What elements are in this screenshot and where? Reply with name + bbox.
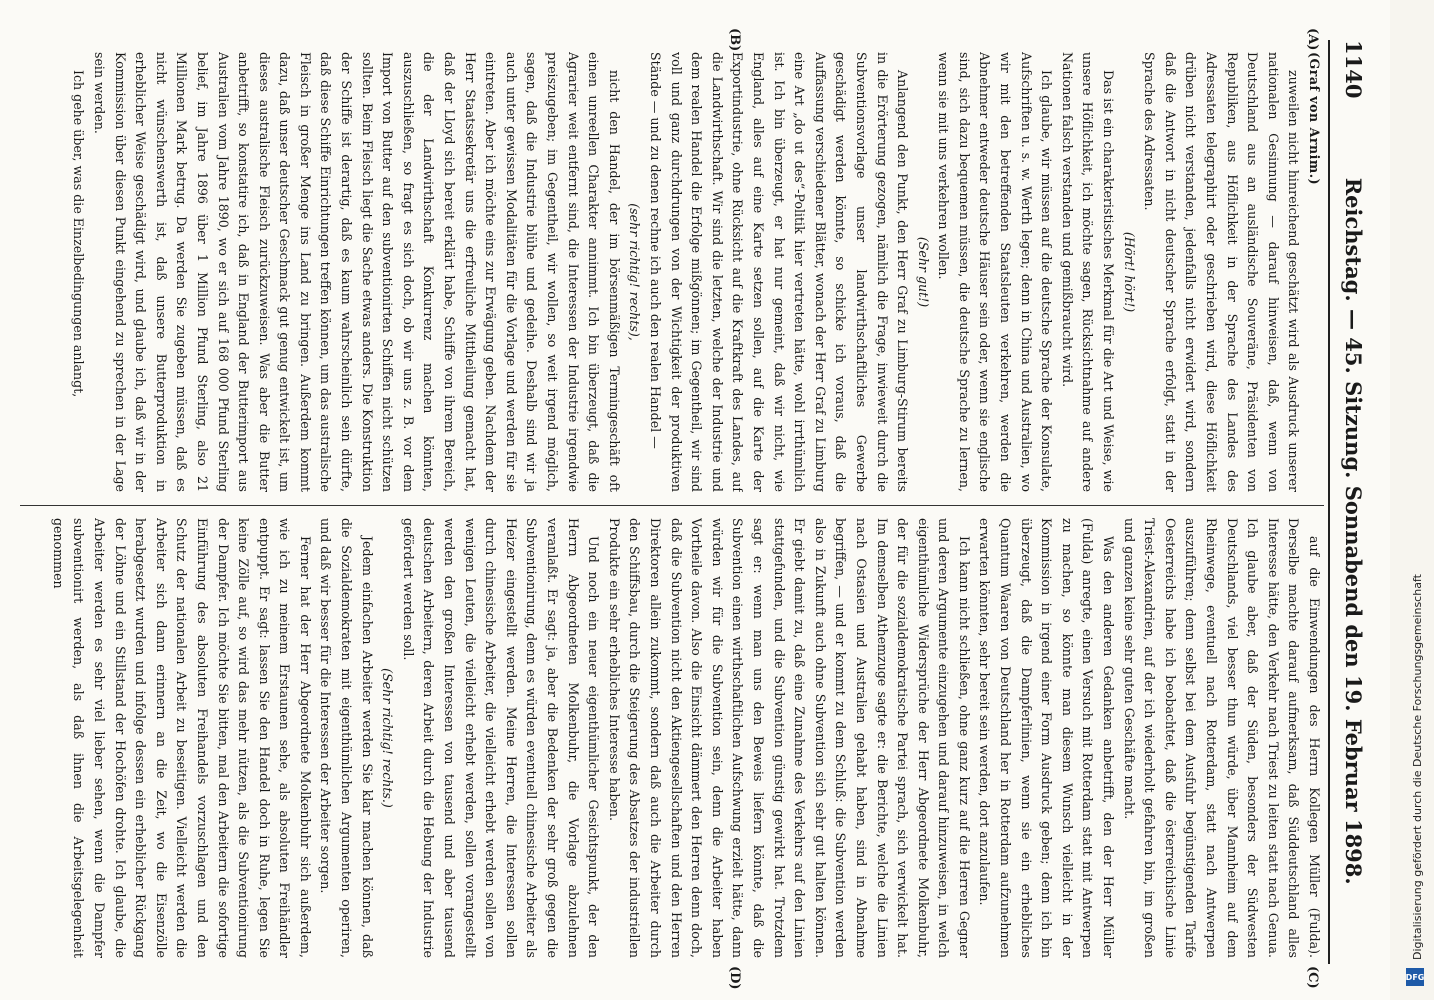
margin-marker-a: (A) — [1305, 28, 1320, 51]
paragraph: Ferner hat der Herr Abgeordnete Molkenbuhr sich außerdem, wie ich zu meinem Erstaunen sehe, als absoluten Freihändler entpuppt. Er sagt: lassen Sie den Handel doch in Ruhe, legen Sie keine Zölle auf, so wird das mehr nützen, als die Subventionirung der Dampfer. Ich möchte Sie bitten, mal den Arbeitern die sofortige Einführung des absoluten Freihandels vorzuschlagen und den Schutz der nationalen Arbeit zu beseitigen. Vielleicht werden die Arbeiter sich dann erinnern an die Zeit, wo die Eisenzölle herabgesetzt wurden und infolge dessen ein erheblicher Rückgang der Löhne und ein Stillstand der Hochöfen drohte. Ich glaube, die Arbeiter werden es sehr viel lieber sehen, wenn die Dampfer subventionirt werden, als daß ihnen die Arbeitsgelegenheit genommen — [50, 518, 313, 958]
paragraph: Jedem einfachen Arbeiter werden Sie klar machen können, daß die Sozialdemokraten mit eigenthümlichen Argumenten operiren, und daß wir besser für die Interessen der Arbeiter sorgen. — [318, 518, 375, 958]
paragraph: Ich glaube, wir müssen auf die deutsche Sprache der Konsulate, Aufschriften u. s. w. Werth legen; denn in China und Australien, wo wir mit den betreffenden Staatsleuten verkehren, werden die Abnehmer entweder deutsche Häuser sein oder, wenn sie englische sind, sich dazu bequemen müssen, die deutsche Sprache zu lernen, wenn sie mit uns verkehren wollen. — [936, 52, 1055, 492]
page-header — [1334, 40, 1374, 964]
digitization-sidebar — [1400, 10, 1430, 990]
speaker-label: (Graf von Arnim.) — [1307, 52, 1322, 186]
margin-marker-c: (C) — [1305, 966, 1320, 989]
margin-marker-b: (B) — [727, 28, 742, 52]
paragraph: Ich gehe über, was die Einzelbedingungen anlangt, — [71, 70, 87, 398]
paragraph: Anlangend den Punkt, den Herr Graf zu Limburg-Stirum bereits in die Erörterung gezogen, nämlich die Frage, inwieweit durch die Subventionsvorlage unser landwirthschaftliches Gewerbe geschädigt werden könnte, so schicke ich voraus, daß die Auffassung verschiedener Blätter, wonach der Herr Graf zu Limburg eine Art „do ut des“-Politik hier vertreten hätte, wohl irrthümlich ist. Ich bin überzeugt, er hat nur gemeint, daß wir nicht, wie England, alles auf eine Karte setzen sollen, auf die Karte der Exportindustrie, ohne Rücksicht auf die Kraftkraft des Landes, auf die Landwirthschaft. Wir sind die letzten, welche der Industrie und dem realen Handel die Erfolge mißgönnen; im Gegentheil, wir sind voll und ganz durchdrungen von der Wichtigkeit der produktiven Stände — und zu denen rechne ich auch den realen Handel — — [648, 52, 911, 492]
left-column — [20, 52, 1324, 492]
digitization-credit: Digitalisierung gefördert durch die Deutsche Forschungsgemeinschaft — [1411, 574, 1424, 960]
paragraph: Ich kann nicht schließen, ohne ganz kurz auf die Herren Gegner und deren Argumente einzugehen und darauf hinzuweisen, in welch eigenthümliche Widersprüche der Herr Abgeordnete Molkenbuhr, der für die sozialdemokratische Partei sprach, sich verwickelt hat. Im demselben Athemzuge sagte er: die Berichte, welche die Linien nach Ostasien und Australien gehabt haben, sind in Abnahme begriffen, — und er kommt zu dem Schluß: die Subvention werden also in Zukunft auch ohne Subvention sich sehr gut halten können. Er giebt damit zu, daß eine Zunahme des Verkehrs auf den Linien stattgefunden, und die Subvention günstig gewirkt hat. Trotzdem sagt er: wenn man uns den Beweis liefern könnte, daß die Subvention einen wirthschaftlichen Aufschwung erzielt hätte, dann würden wir für die Subvention sein, denn die Arbeiter haben Vortheile davon. Also die Einsicht dämmert den Herren denn doch, daß die Subvention nicht den Aktiengesellschaften und den Herren Direktoren allein zukommt, sondern daß auch die Arbeiter durch den Schiffsbau, durch die Steigerung des Absatzes der industriellen Produkte ein sehr erhebliches Interesse haben. — [606, 518, 972, 958]
right-column — [20, 518, 1324, 958]
interjection: (sehr richtig! rechts), — [627, 203, 643, 341]
column-divider — [20, 505, 1324, 506]
dfg-logo-icon: DFG — [1406, 968, 1424, 986]
page-title: Reichstag. — 45. Sitzung. Sonnabend den 19. Februar 1898. — [1341, 177, 1367, 885]
paragraph: auf die Einwendungen des Herrn Kollegen Müller (Fulda). Derselbe machte darauf aufmerksam, daß Süddeutschland alles Interesse hätte, den Verkehr nach Triest zu leiten statt nach Genua. Ich glaube aber, daß der Süden, besonders der Südwesten Deutschlands, viel besser thun würde, über Mannheim auf dem Rheinwege, eventuell nach Rotterdam, statt nach Antwerpen auszuführen; denn selbst bei dem Ausfuhr begünstigenden Tarife Oesterreichs habe ich beobachtet, daß die österreichische Linie Triest-Alexandrien, auf der ich wiederholt gefahren bin, im großen und ganzen keine sehr guten Geschäfte macht. — [1121, 518, 1322, 958]
interjection: (Sehr gut!) — [915, 236, 931, 308]
header-rule — [1328, 40, 1330, 964]
interjection: (Sehr richtig! rechts.) — [380, 668, 396, 808]
paragraph: nicht den Handel, der im börsenmäßigen Termingeschäft oft einen unreellen Charakter annimmt. Ich bin überzeugt, daß die Agrarier weit entfernt sind, die Interessen der Industrie irgendwie preiszugeben; im Gegentheil, wir wollen, so weit irgend möglich, sagen, daß die Industrie blühe und gedeihe. Deshalb sind wir ja auch unter gewissen Modalitäten für die Vorlage und werden für sie eintreten. Aber ich möchte eins zur Erwägung geben. Nachdem der Herr Staatssekretär uns die erfreuliche Mittheilung gemacht hat, daß der Lloyd sich bereit erklärt habe, Schiffe von ihrem Bereich, die der Landwirthschaft Konkurrenz machen könnten, auszuschließen, so fragt es sich doch, ob wir uns z. B. vor dem Import von Butter auf den subventionirten Schiffen nicht schützen sollten. Beim Fleisch liegt die Sache etwas anders. Die Konstruktion der Schiffe ist derartig, daß es kaum wahrscheinlich sein dürfte, daß diese Schiffe Einrichtungen treffen können, um das australische Fleisch in großer Menge ins Land zu bringen. Außerdem kommt dazu, daß unser deutscher Geschmack gut genug entwickelt ist, um dieses australische Fleisch zurückzuweisen. Was aber die Butter anbetrifft, so konstatire ich, daß in England der Butterimport aus Australien vom Jahre 1890, wo er sich auf 168 000 Pfund Sterling belief, im Jahre 1896 über 1 Million Pfund Sterling, also 21 Millionen Mark betrug. Da werden Sie zugeben müssen, daß es nicht wünschenswerth ist, daß unsere Butterproduktion in erheblicher Weise geschädigt wird, und glaube ich, daß wir in der Kommission über diesen Punkt eingehend zu sprechen in der Lage sein werden. — [91, 52, 622, 492]
paragraph: Und noch ein neuer eigenthümlicher Gesichtspunkt, der den Herrn Abgeordneten Molkenbuhr, die Vorlage abzulehnen veranlaßt. Er sagt: ja, aber die Bedenken der sehr groß gegen die Subventionirung, denn es würden eventuell chinesische Arbeiter als Heizer eingestellt werden. Meine Herren, die Interessen sollen durch chinesische Arbeiter, die vielleicht erhebt werden sollen von wenigen Leuten, die vielleicht erhebt werden, sollen vorangestellt werden den großen Interessen von tausend und aber tausend deutschen Arbeitern, deren Arbeit durch die Hebung der Industrie gefördert werden soll. — [400, 518, 602, 958]
margin-marker-d: (D) — [727, 966, 742, 990]
paragraph: Das ist ein charakteristisches Merkmal für die Art und Weise, wie unsere Höflichkeit, ich möchte sagen, Rücksichtnahme auf andere Nationen falsch verstanden und gemißbraucht wird. — [1059, 52, 1117, 492]
page-number: 1140 — [1341, 40, 1367, 99]
paragraph: zuweilen nicht hinreichend geschätzt wird als Ausdruck unserer nationalen Gesinnung — darauf hinweisen, daß, wenn von Deutschland aus an ausländische Souveräne, Präsidenten von Republiken, aus Höflichkeit in der Sprache des Landes des Adressaten telegraphirt oder geschrieben wird, diese Höflichkeit drüben nicht verstanden, jedenfalls nicht erwidert wird, sondern daß die Antwort in nicht deutscher Sprache erfolgt, statt in der Sprache des Adressaten. — [1142, 52, 1302, 492]
paragraph: Was den anderen Gedanken anbetrifft, den der Herr Müller (Fulda) anregte, einen Versuch mit Rotterdam statt mit Antwerpen zu machen, so könnte man diesem Wunsch vielleicht in der Kommission in irgend einer Form Ausdruck geben; denn ich bin überzeugt, daß die Dampferlinien, wenn sie ein erhebliches Quantum Waaren von Deutschland her in Rotterdam aufzunehmen erwarten könnten, sehr bereit sein werden, dort anzulaufen. — [977, 518, 1117, 958]
interjection: (Hört! hört!) — [1121, 231, 1137, 313]
